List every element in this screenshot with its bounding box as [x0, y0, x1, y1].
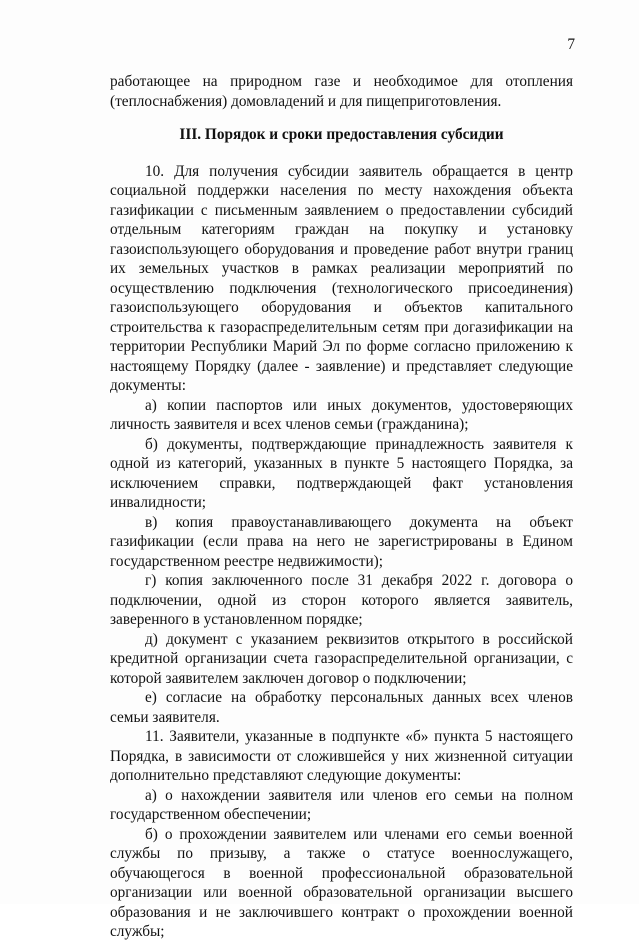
paragraph-subitem-v: в) копия правоустанавливающего документа на объект газификации (если права на него не зарегистрированы в Едином государственном реестре недвижимости); — [110, 513, 573, 570]
paragraph-item-10: 10. Для получения субсидии заявитель обращается в центр социальной поддержки населения по месту нахождения объекта газификации с письменным заявлением о предоставлении субсидий отдельным категориям граждан на покупку и установку газоиспользующего оборудования и проведение работ внутри границ их земельных участков в рамках реализации мероприятий по осуществлению подключения (технологического присоединения) газоиспользующего оборудования и объектов капитального строительства к газораспределительным сетям при догазификации на территории Республики Марий Эл по форме согласно приложению к настоящему Порядку (далее - заявление) и представляет следующие документы: — [110, 162, 573, 394]
document-body — [110, 72, 573, 942]
paragraph-11-subitem-a: а) о нахождении заявителя или членов его семьи на полном государственном обеспечении; — [110, 786, 573, 823]
paragraph-11-subitem-b: б) о прохождении заявителем или членами его семьи военной службы по призыву, а также о статусе военнослужащего, обучающегося в военной профессиональной образовательной организации или военной образовательной организации высшего образования и не заключившего контракт о прохождении военной службы; — [110, 825, 573, 940]
paragraph-subitem-d: д) документ с указанием реквизитов открытого в российской кредитной организации счета газораспределительной организации, с которой заявителем заключен договор о подключении; — [110, 630, 573, 687]
section-heading: III. Порядок и сроки предоставления субсидии — [179, 126, 504, 143]
paragraph-item-11: 11. Заявители, указанные в подпункте «б» пункта 5 настоящего Порядка, в зависимости от сложившейся у них жизненной ситуации дополнительно представляют следующие документы: — [110, 728, 573, 784]
page-number: 7 — [567, 36, 575, 53]
paragraph-subitem-b: б) документы, подтверждающие принадлежность заявителя к одной из категорий, указанных в пункте 5 настоящего Порядка, за исключением справки, подтверждающей факт установления инвалидности; — [110, 435, 573, 511]
paragraph-subitem-g: г) копия заключенного после 31 декабря 2022 г. договора о подключении, одной из сторон которого является заявитель, заверенного в установленном порядке; — [110, 572, 573, 628]
paragraph-subitem-a: а) копии паспортов или иных документов, удостоверяющих личность заявителя и всех членов семьи (гражданина); — [110, 396, 573, 433]
paragraph-continuation: работающее на природном газе и необходимое для отопления (теплоснабжения) домовладений и для пищеприготовления. — [110, 73, 573, 110]
paragraph-subitem-e: е) согласие на обработку персональных данных всех членов семьи заявителя. — [110, 689, 573, 726]
